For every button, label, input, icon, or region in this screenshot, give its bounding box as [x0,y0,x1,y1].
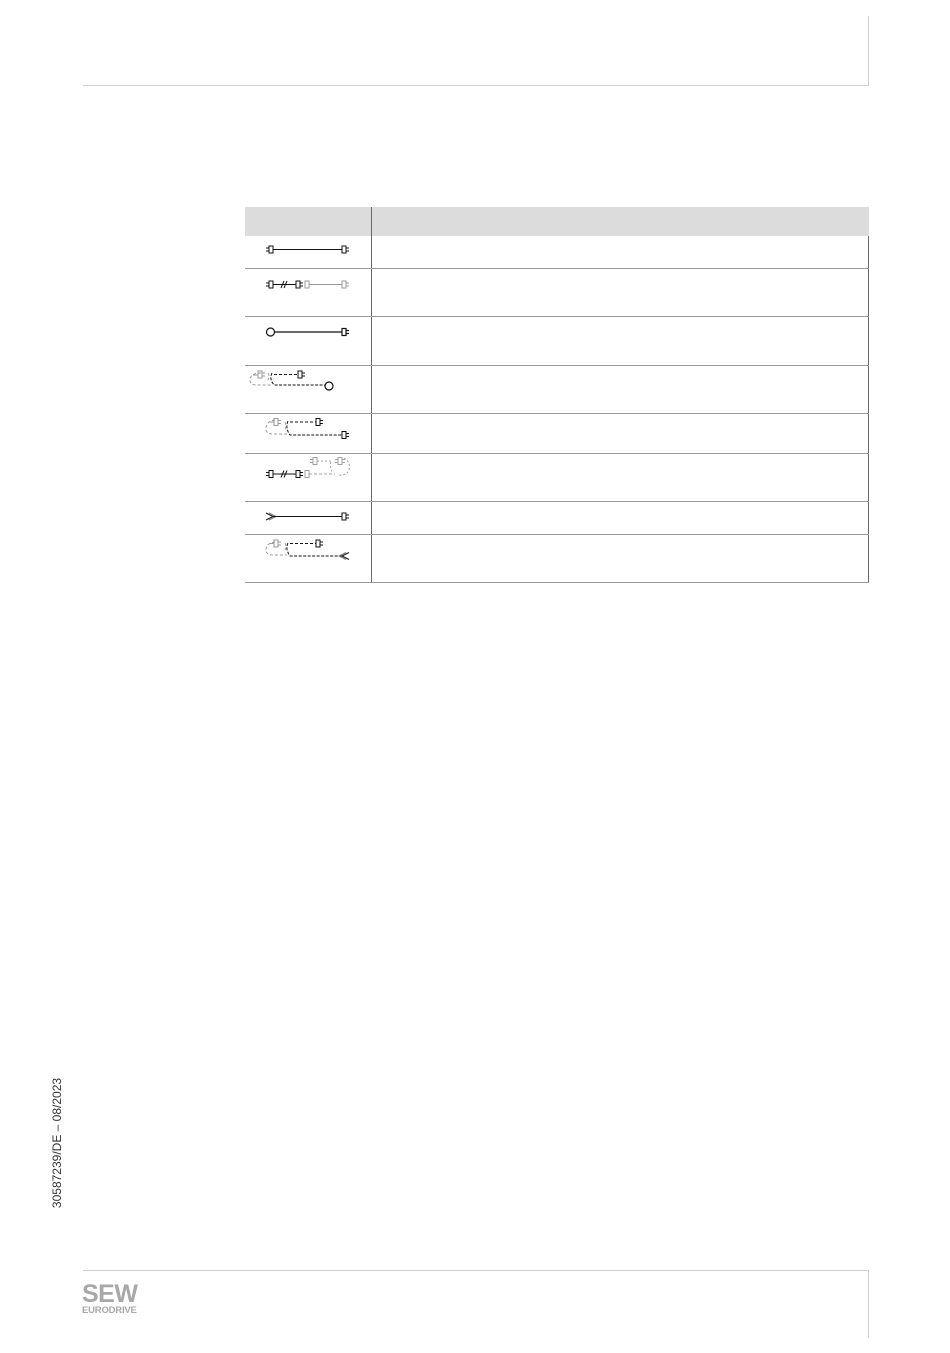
symbol-cell [245,501,372,534]
description-cell [372,316,869,365]
symbol-cell [245,365,372,413]
header-vertical-rule [868,16,869,85]
table-row [245,453,869,501]
footer-vertical-rule [868,1270,869,1338]
symbol-cell [245,236,372,268]
description-cell [372,501,869,534]
symbol-cell [245,413,372,453]
table-row [245,501,869,534]
symbol-cell [245,268,372,316]
header-rule [83,85,869,86]
description-cell [372,453,869,501]
table-row [245,413,869,453]
plug-to-plug-cable-icon [245,236,371,267]
table-row [245,534,869,582]
table-row [245,316,869,365]
open-end-cable-with-optional-branch-icon [245,535,371,582]
description-cell [372,236,869,268]
symbol-column-header [245,207,372,236]
plug-to-plug-cable-with-optional-extensions-icon [245,454,371,501]
ring-to-plug-cable-icon [245,317,371,365]
plug-to-plug-cable-with-optional-branch-icon [245,414,371,453]
description-cell [372,365,869,413]
ring-to-plug-cable-with-optional-branch-icon [245,366,371,413]
sew-eurodrive-logo [82,1280,152,1319]
description-cell [372,413,869,453]
logo-sub-text: EURODRIVE [82,1305,137,1316]
open-end-to-plug-cable-icon [245,502,371,534]
table-row [245,365,869,413]
symbol-cell [245,316,372,365]
footer-rule [83,1270,869,1271]
table-row [245,236,869,268]
cable-symbol-table [245,207,869,583]
description-cell [372,268,869,316]
symbol-cell [245,534,372,582]
table-row [245,268,869,316]
plug-to-plug-cable-with-extension-icon [245,269,371,316]
description-column-header [372,207,869,236]
document-number-text: 30587239/DE – 08/2023 [50,1077,64,1209]
logo-main-text: SEW [82,1280,138,1308]
description-cell [372,534,869,582]
symbol-cell [245,453,372,501]
table-header-row [245,207,869,236]
